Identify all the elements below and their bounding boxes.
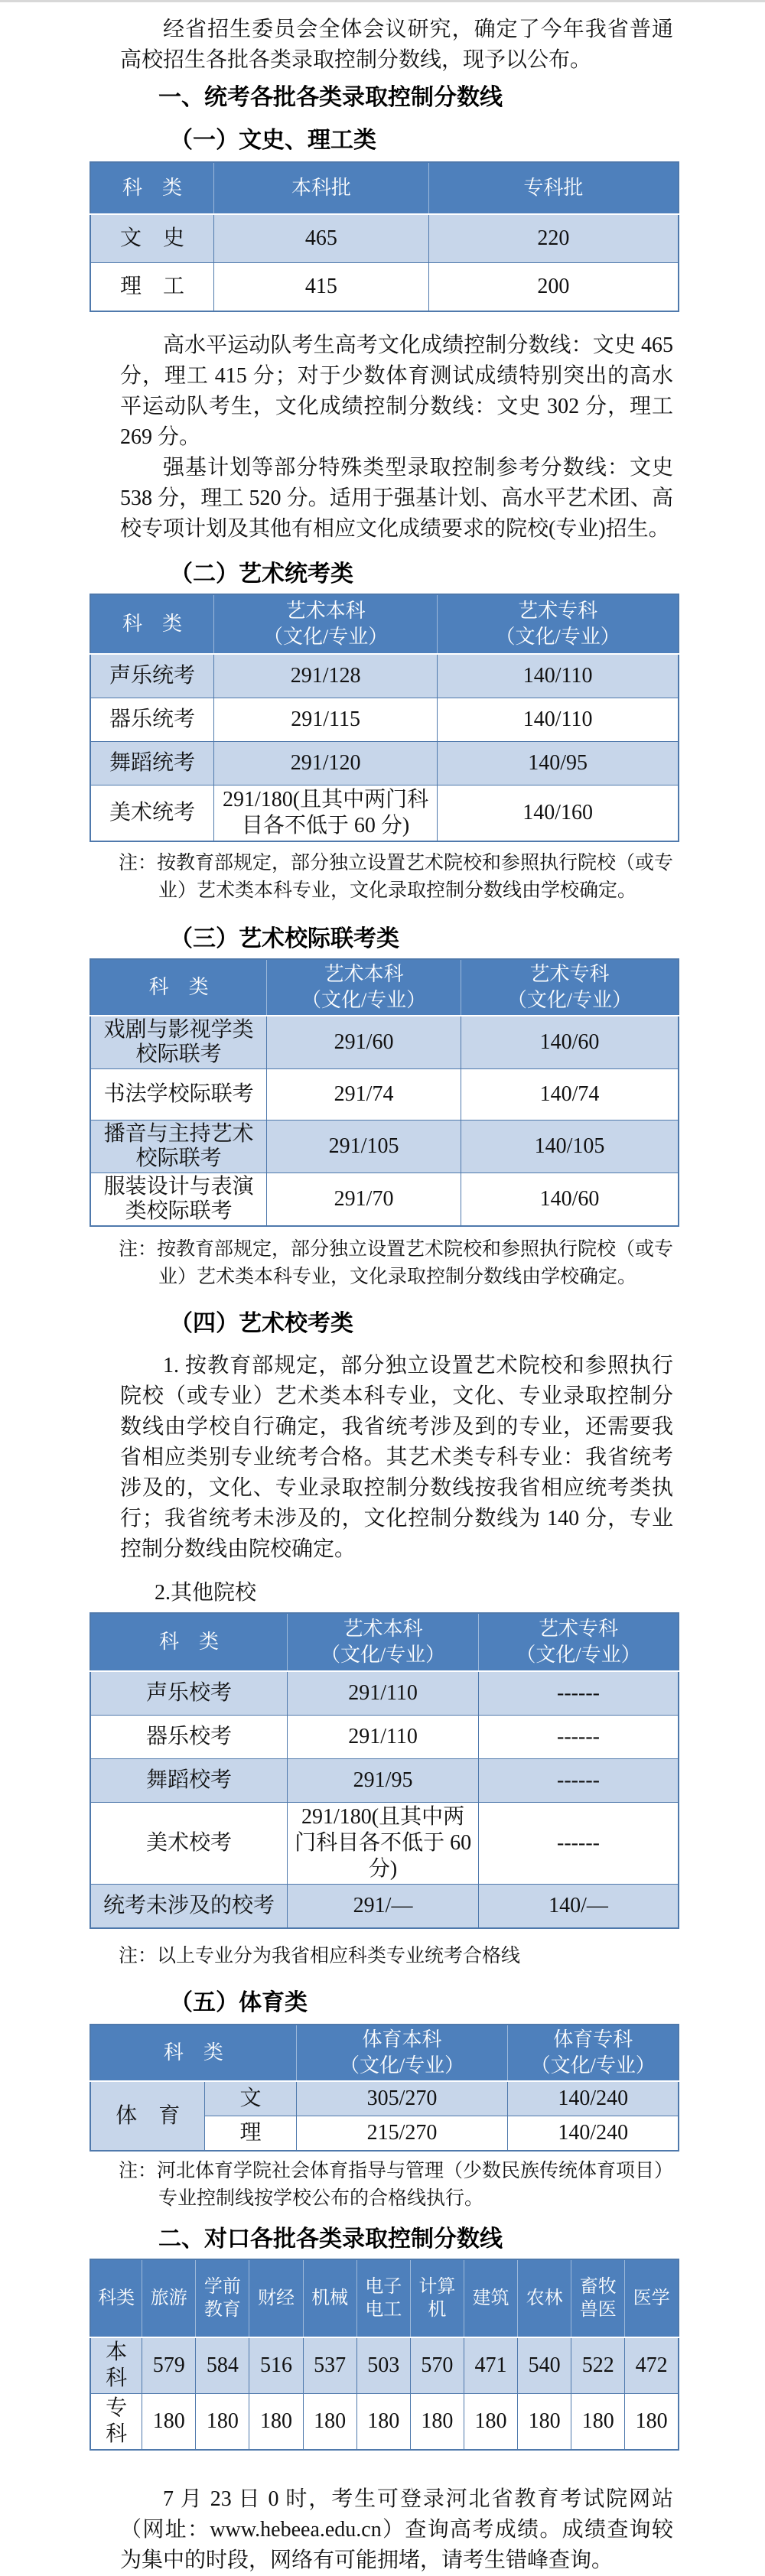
score-cell: 291/180(且其中两门科目各不低于 60 分): [213, 785, 437, 842]
col-header-tiyu-benke: [296, 2025, 508, 2081]
table-header-row: [90, 162, 679, 214]
score-cell: 140/60: [461, 1016, 679, 1069]
header-line1: 艺术专科: [518, 600, 598, 622]
header-line2: （文化/专业）: [301, 989, 427, 1011]
row-label: 声乐统考: [90, 654, 213, 698]
row-label: 美术校考: [90, 1803, 288, 1885]
col-header-category: 科 类: [90, 594, 213, 654]
score-cell: 140/60: [461, 1173, 679, 1227]
score-cell: 180: [249, 2394, 303, 2451]
col-header-art-benke: [267, 959, 461, 1016]
score-cell: 579: [142, 2337, 196, 2394]
row-label: 本科: [90, 2337, 142, 2394]
note-xiaokao: 注：以上专业分为我省相应科类专业统考合格线: [119, 1946, 521, 1966]
duikou-table: [90, 2259, 679, 2451]
score-cell: 291/95: [288, 1759, 479, 1803]
score-cell: 140/—: [479, 1885, 679, 1929]
table-row: [90, 1716, 679, 1759]
col-header-nonglin: 农林: [518, 2259, 571, 2337]
row-label: 舞蹈校考: [90, 1759, 288, 1803]
col-header-art-zhuanke: [461, 959, 679, 1016]
row-label: 书法学校际联考: [90, 1069, 267, 1120]
table-row: [90, 1885, 679, 1929]
row-label: 理 工: [90, 263, 213, 312]
score-cell: 471: [464, 2337, 517, 2394]
xiaokao-rule-paragraph: 1. 按教育部规定，部分独立设置艺术院校和参照执行院校（或专业）艺术类本科专业，文化、专业录取控制分数线由学校自行确定，我省统考涉及到的专业，还需要我省相应类别专业统考合格。其艺术类专科专业：我省统考涉及的，文化、专业录取控制分数线按我省相应统考类执行；我省统考未涉及的，文化控制分数线为 140 分，专业控制分数线由院校确定。: [120, 1354, 673, 1561]
col-header-luyou: 旅游: [142, 2259, 196, 2337]
row-label: 美术统考: [90, 785, 213, 842]
note-tiyu: 注：河北体育学院社会体育指导与管理（少数民族传统体育项目）专业控制线按学校公布的合格线执行。: [119, 2161, 674, 2209]
score-cell: 220: [428, 214, 679, 263]
yishu-tongkao-table: [90, 594, 679, 842]
score-cell: 291/74: [267, 1069, 461, 1120]
header-line1: 艺术本科: [343, 1618, 423, 1640]
section-1-2-heading: （二）艺术统考类: [170, 561, 353, 587]
note-liankao: 注：按教育部规定，部分独立设置艺术院校和参照执行院校（或专业）艺术类本科专业，文化录取控制分数线由学校确定。: [119, 1239, 674, 1287]
score-cell: 503: [356, 2337, 410, 2394]
col-header-dianzidiangong: 电子电工: [356, 2259, 410, 2337]
score-cell: 180: [625, 2394, 679, 2451]
row-label: 理: [205, 2116, 296, 2152]
table-row: [90, 1173, 679, 1227]
section-1-4-sub2-heading: 2.其他院校: [155, 1581, 257, 1605]
document-page: [0, 2, 765, 2576]
score-cell: ------: [479, 1759, 679, 1803]
table-row: [90, 1069, 679, 1120]
score-cell: 516: [249, 2337, 303, 2394]
score-cell: 140/240: [508, 2116, 679, 2152]
table-row: [90, 2081, 679, 2116]
table-row: [90, 2337, 679, 2394]
score-cell: 305/270: [296, 2081, 508, 2116]
col-header-category: 科 类: [90, 959, 267, 1016]
score-cell: 540: [518, 2337, 571, 2394]
table-row: [90, 263, 679, 312]
header-line2: （文化/专业）: [320, 1644, 446, 1666]
col-header-caijing: 财经: [249, 2259, 303, 2337]
sports-team-paragraph: 高水平运动队考生高考文化成绩控制分数线：文史 465 分，理工 415 分；对于少数体育测试成绩特别突出的高水平运动队考生，文化成绩控制分数线：文史 302 分，理工 269 分。: [120, 333, 673, 449]
score-cell: 140/95: [438, 742, 679, 785]
header-line1: 体育本科: [362, 2028, 442, 2051]
row-label: 声乐校考: [90, 1671, 288, 1716]
col-header-category: 科 类: [90, 2025, 296, 2081]
section-1-4-heading: （四）艺术校考类: [170, 1311, 353, 1336]
table-row: [90, 742, 679, 785]
merged-row-label: 体 育: [90, 2081, 205, 2151]
score-cell: 180: [142, 2394, 196, 2451]
score-cell: 140/160: [438, 785, 679, 842]
score-cell: 522: [571, 2337, 625, 2394]
header-line2: （文化/专业）: [516, 1644, 641, 1666]
section-1-heading: 一、统考各批各类录取控制分数线: [158, 85, 503, 110]
col-header-category: 科 类: [90, 162, 213, 214]
score-cell: 180: [196, 2394, 249, 2451]
tiyu-table: [90, 2024, 679, 2152]
table-row: [90, 654, 679, 698]
wenli-ligong-table: [90, 161, 679, 312]
header-line1: 艺术本科: [324, 963, 404, 985]
score-cell: 291/120: [213, 742, 437, 785]
score-cell: 537: [303, 2337, 356, 2394]
table-row: [90, 1016, 679, 1069]
qiangji-paragraph: 强基计划等部分特殊类型录取控制参考分数线：文史 538 分，理工 520 分。适用于强基计划、高水平艺术团、高校专项计划及其他有相应文化成绩要求的院校(专业)招生。: [120, 456, 673, 541]
section-1-5-heading: （五）体育类: [170, 1990, 308, 2015]
header-line2: （文化/专业）: [530, 2054, 656, 2077]
table-header-row: [90, 2025, 679, 2081]
row-label: 戏剧与影视学类校际联考: [90, 1016, 267, 1069]
header-line2: （文化/专业）: [262, 626, 389, 648]
score-cell: 570: [410, 2337, 464, 2394]
col-header-art-benke: [288, 1613, 479, 1671]
score-cell: 291/110: [288, 1671, 479, 1716]
table-row: [90, 698, 679, 742]
score-cell: 180: [518, 2394, 571, 2451]
score-cell: 180: [571, 2394, 625, 2451]
score-cell: ------: [479, 1716, 679, 1759]
score-cell: 291/110: [288, 1716, 479, 1759]
col-header-art-benke: [213, 594, 437, 654]
col-header-art-zhuanke: [479, 1613, 679, 1671]
score-cell: 291/115: [213, 698, 437, 742]
score-cell: 291/180(且其中两门科目各不低于 60 分): [288, 1803, 479, 1885]
score-cell: 465: [213, 214, 428, 263]
header-line2: （文化/专业）: [506, 989, 633, 1011]
col-header-xueqianjiaoyu: 学前教育: [196, 2259, 249, 2337]
section-1-3-heading: （三）艺术校际联考类: [170, 926, 399, 951]
score-cell: 180: [410, 2394, 464, 2451]
score-cell: ------: [479, 1671, 679, 1716]
col-header-category: 科类: [90, 2259, 142, 2337]
score-cell: 291/—: [288, 1885, 479, 1929]
score-cell: ------: [479, 1803, 679, 1885]
score-cell: 180: [356, 2394, 410, 2451]
score-cell: 180: [464, 2394, 517, 2451]
table-row: [90, 785, 679, 842]
col-header-zhuanke: 专科批: [428, 162, 679, 214]
row-label: 播音与主持艺术校际联考: [90, 1120, 267, 1173]
score-cell: 584: [196, 2337, 249, 2394]
score-query-paragraph: 7 月 23 日 0 时，考生可登录河北省教育考试院网站（网址：www.hebeea.edu.cn）查询高考成绩。成绩查询较为集中的时段，网络有可能拥堵，请考生错峰查询。: [120, 2487, 673, 2572]
col-header-art-zhuanke: [438, 594, 679, 654]
table-header-row: [90, 2259, 679, 2337]
note-tongkao: 注：按教育部规定，部分独立设置艺术院校和参照执行院校（或专业）艺术类本科专业，文化录取控制分数线由学校确定。: [119, 853, 674, 901]
col-header-benke: 本科批: [213, 162, 428, 214]
score-cell: 472: [625, 2337, 679, 2394]
table-row: [90, 1120, 679, 1173]
col-header-yixue: 医学: [625, 2259, 679, 2337]
header-line1: 艺术专科: [539, 1618, 619, 1640]
score-cell: 140/240: [508, 2081, 679, 2116]
row-label: 服装设计与表演类校际联考: [90, 1173, 267, 1227]
table-row: [90, 1759, 679, 1803]
score-cell: 140/74: [461, 1069, 679, 1120]
score-cell: 215/270: [296, 2116, 508, 2152]
row-label: 舞蹈统考: [90, 742, 213, 785]
table-row: [90, 2394, 679, 2451]
table-row: [90, 1671, 679, 1716]
score-cell: 140/105: [461, 1120, 679, 1173]
row-label: 专科: [90, 2394, 142, 2451]
table-header-row: [90, 1613, 679, 1671]
col-header-tiyu-zhuanke: [508, 2025, 679, 2081]
score-cell: 140/110: [438, 654, 679, 698]
table-row: [90, 1803, 679, 1885]
liankao-table: [90, 958, 679, 1227]
score-cell: 291/70: [267, 1173, 461, 1227]
score-cell: 291/105: [267, 1120, 461, 1173]
header-line2: （文化/专业）: [495, 626, 620, 648]
section-1-1-heading: （一）文史、理工类: [170, 128, 376, 153]
table-header-row: [90, 959, 679, 1016]
col-header-jixie: 机械: [303, 2259, 356, 2337]
table-header-row: [90, 594, 679, 654]
score-cell: 180: [303, 2394, 356, 2451]
header-line1: 体育专科: [553, 2028, 633, 2051]
score-cell: 140/110: [438, 698, 679, 742]
intro-paragraph: 经省招生委员会全体会议研究，确定了今年我省普通高校招生各批各类录取控制分数线，现予以公布。: [120, 18, 673, 72]
table-row: [90, 214, 679, 263]
col-header-jianzhu: 建筑: [464, 2259, 517, 2337]
row-label: 器乐校考: [90, 1716, 288, 1759]
header-line1: 艺术本科: [285, 600, 366, 622]
col-header-xumushouyi: 畜牧兽医: [571, 2259, 625, 2337]
score-cell: 415: [213, 263, 428, 312]
col-header-jisuanji: 计算机: [410, 2259, 464, 2337]
header-line1: 艺术专科: [529, 963, 610, 985]
row-label: 器乐统考: [90, 698, 213, 742]
header-line2: （文化/专业）: [339, 2054, 465, 2077]
score-cell: 291/128: [213, 654, 437, 698]
row-label: 文 史: [90, 214, 213, 263]
section-2-heading: 二、对口各批各类录取控制分数线: [158, 2226, 503, 2252]
col-header-category: 科 类: [90, 1613, 288, 1671]
row-label: 文: [205, 2081, 296, 2116]
score-cell: 291/60: [267, 1016, 461, 1069]
score-cell: 200: [428, 263, 679, 312]
xiaokao-table: [90, 1612, 679, 1929]
row-label: 统考未涉及的校考: [90, 1885, 288, 1929]
